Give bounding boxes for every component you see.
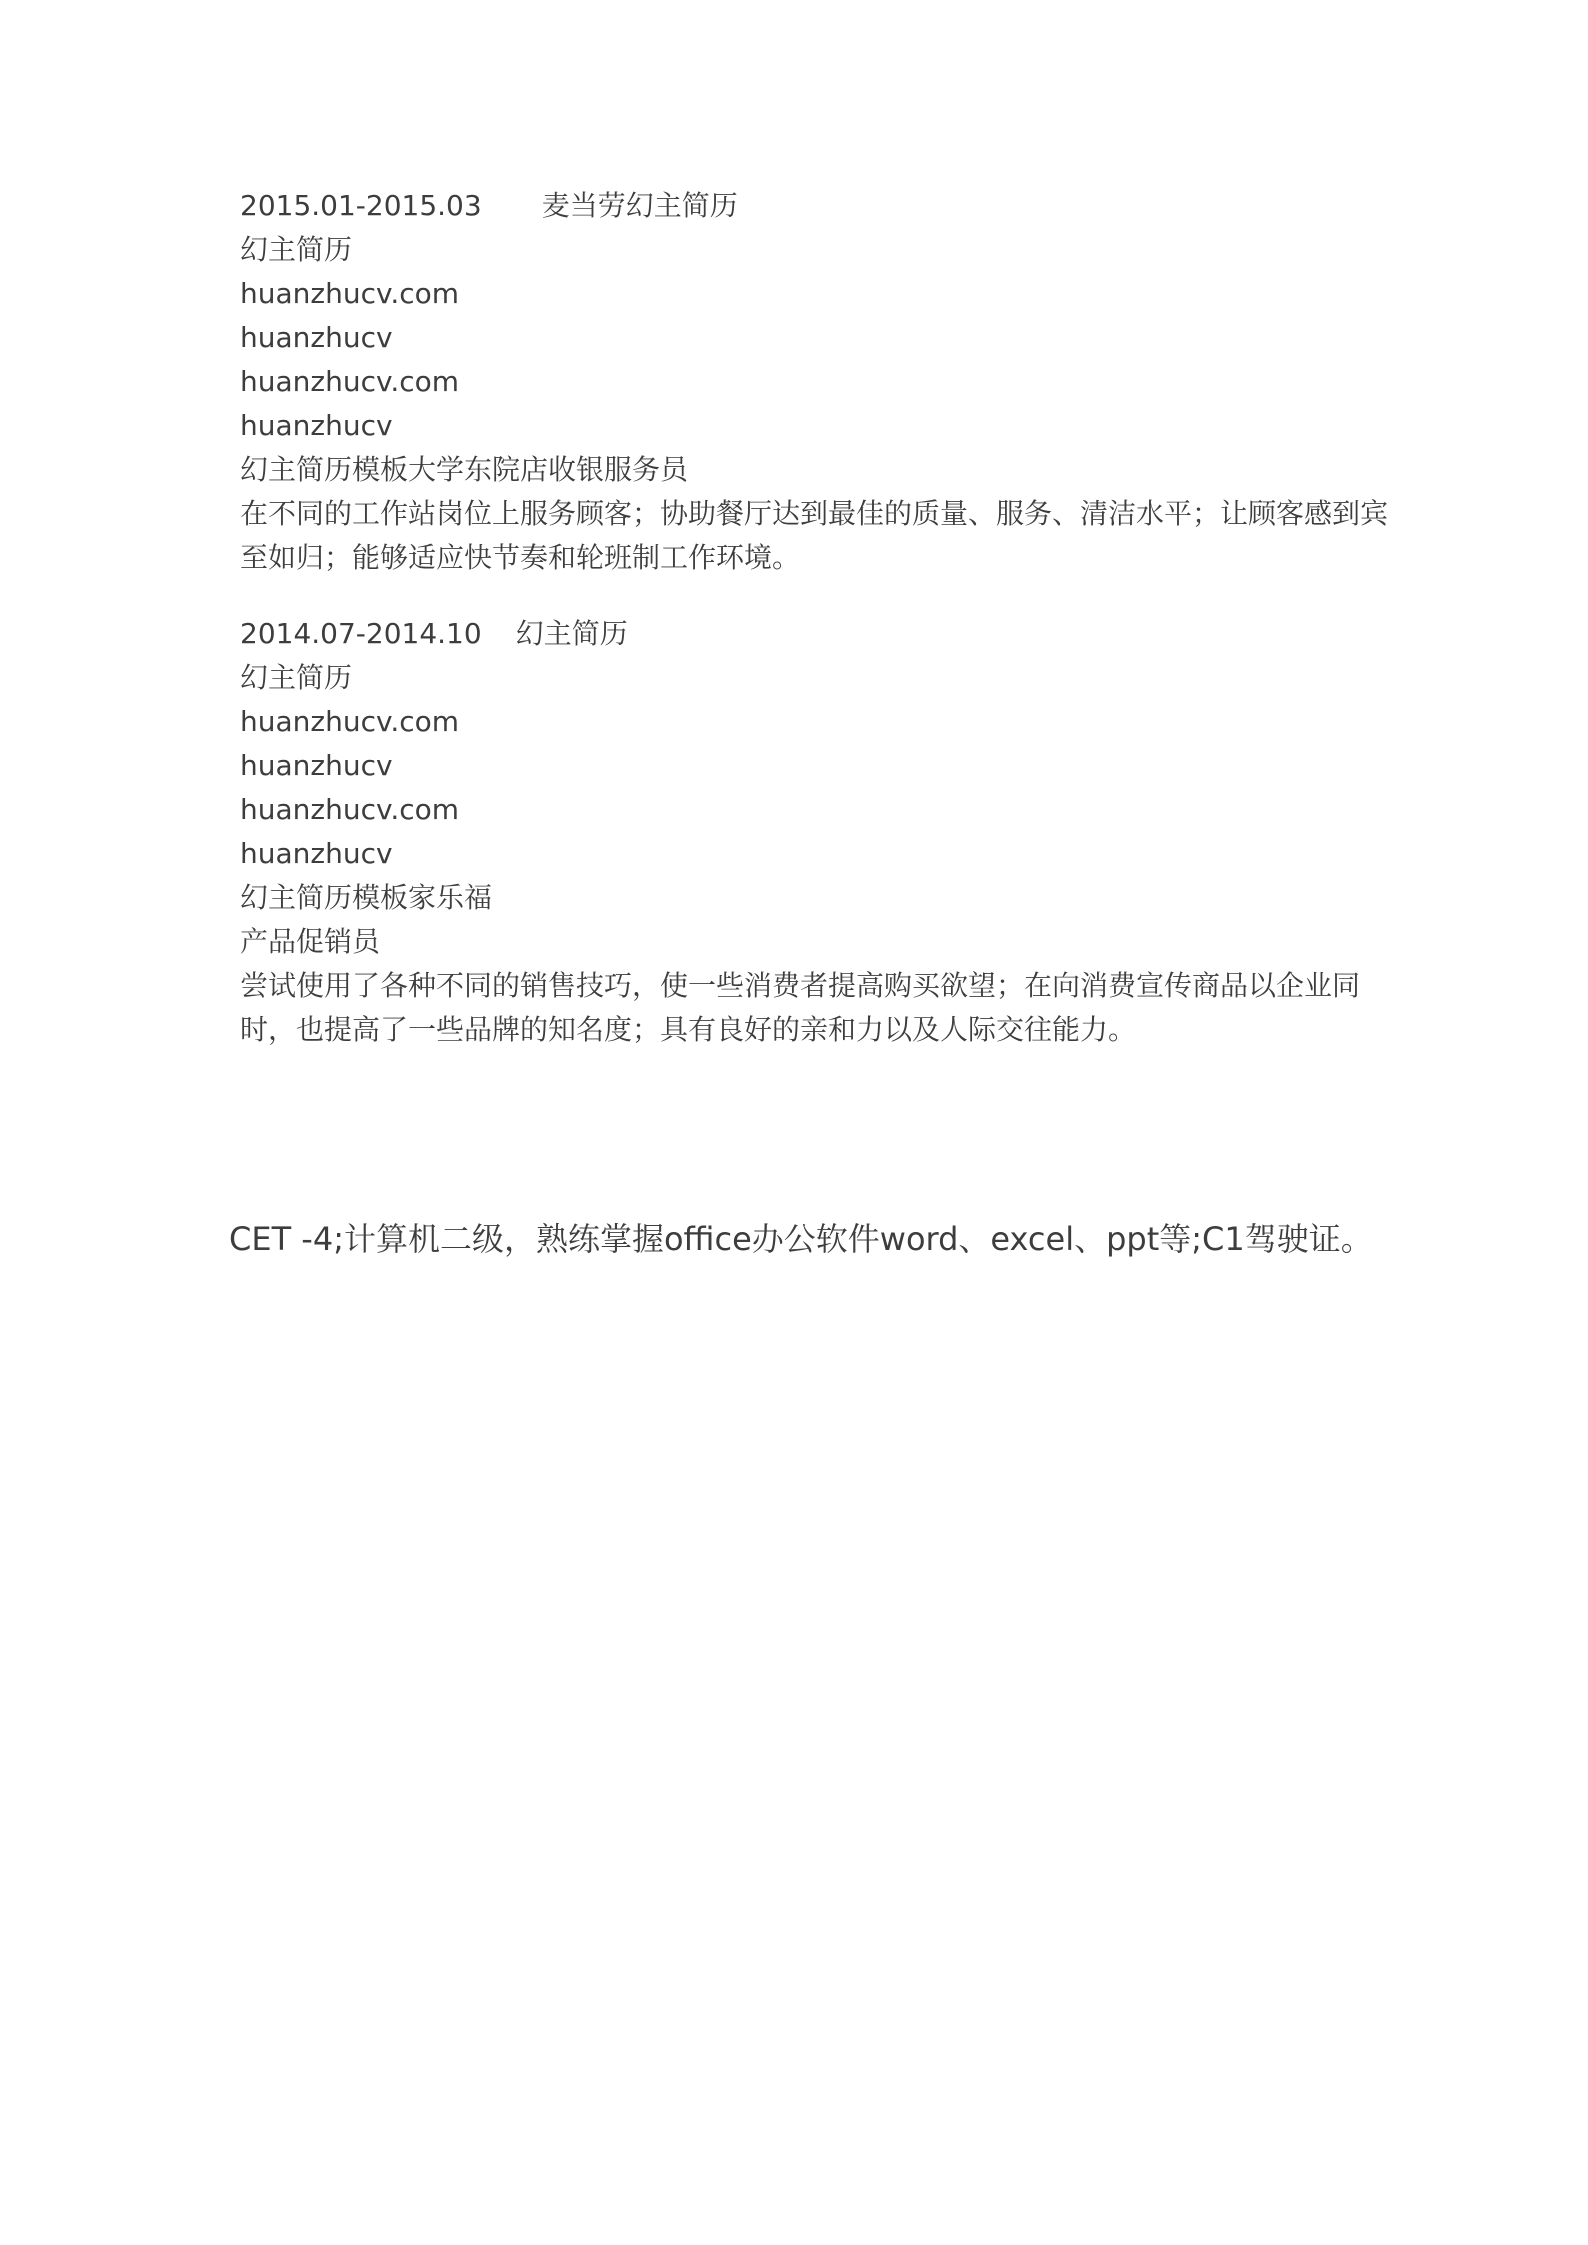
entry-line: 幻主简历模板大学东院店收银服务员 (240, 453, 689, 486)
entry-line: huanzhucv (240, 409, 393, 442)
entry-line: huanzhucv (240, 321, 393, 354)
entry-line: huanzhucv.com (240, 793, 460, 826)
skills-text: CET -4;计算机二级，熟练掌握office办公软件word、excel、ppt等;C1驾驶证。 (229, 1220, 1373, 1258)
entry-line: huanzhucv.com (240, 277, 460, 310)
experience-entry (240, 612, 1400, 1052)
entry-line: huanzhucv (240, 837, 393, 870)
entry-line: 幻主简历 (240, 233, 353, 266)
experience-entry (240, 184, 1400, 580)
entry-line: huanzhucv.com (240, 705, 460, 738)
entry-line: 幻主简历模板家乐福 (240, 881, 493, 914)
entry-description: 在不同的工作站岗位上服务顾客；协助餐厅达到最佳的质量、服务、清洁水平；让顾客感到宾至如归；能够适应快节奏和轮班制工作环境。 (240, 497, 1389, 574)
entry-line: 幻主简历 (240, 661, 353, 694)
entry-header (240, 184, 1400, 228)
entry-company: 幻主简历 (515, 617, 628, 650)
entry-header (240, 612, 1400, 656)
entry-company: 麦当劳幻主简历 (541, 189, 738, 222)
entry-line: 产品促销员 (240, 925, 381, 958)
entry-line: huanzhucv.com (240, 365, 460, 398)
entry-description: 尝试使用了各种不同的销售技巧，使一些消费者提高购买欲望；在向消费宣传商品以企业同时，也提高了一些品牌的知名度；具有良好的亲和力以及人际交往能力。 (240, 969, 1361, 1046)
entry-date: 2014.07-2014.10 (240, 617, 482, 650)
entry-line: huanzhucv (240, 749, 393, 782)
entry-date: 2015.01-2015.03 (240, 189, 482, 222)
